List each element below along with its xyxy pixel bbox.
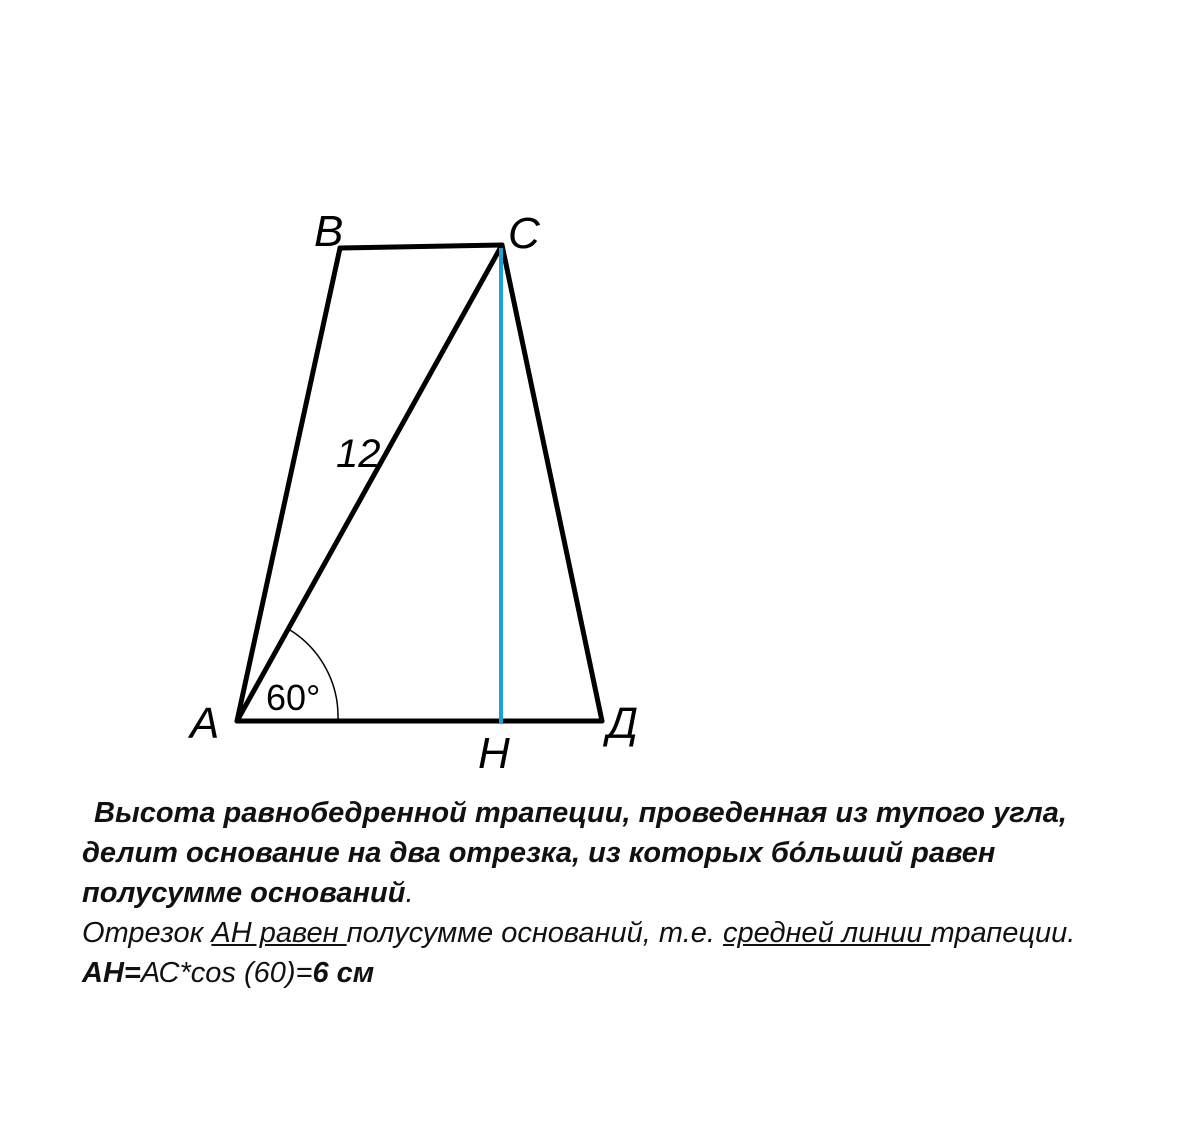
solution-line [82,913,1182,953]
formula-expr: АС*cos (60)= [140,957,313,989]
formula-line [82,953,1182,993]
solution-part-3: полусумме оснований, т.е. [346,917,724,949]
side-ac-length-label: 12 [336,432,381,476]
diagonal-ac [237,245,502,721]
base-bc [340,245,502,248]
side-cd [502,245,602,721]
formula-lhs: АН= [82,957,141,989]
vertex-label-c: С [508,209,540,258]
angle-a-label: 60° [266,677,321,718]
explanation-text [82,793,1182,993]
theorem-line-2: делит основание на два отрезка, из которых бо́льший равен [82,837,996,869]
theorem-line-1: Высота равнобедренной трапеции, проведенная из тупого угла, [94,797,1067,829]
vertex-label-b: В [314,207,344,256]
solution-part-4: средней линии [723,917,931,949]
vertex-label-d: Д [607,699,638,748]
vertex-label-a: А [190,699,220,748]
theorem-line-3-text: полусумме оснований [82,877,406,909]
theorem-line-3-end: . [405,877,414,909]
solution-part-2: АН равен [211,917,347,949]
side-ab [237,248,340,721]
theorem-line-3 [82,873,1182,913]
formula-result: 6 см [312,957,375,989]
solution-part-1: Отрезок [82,917,212,949]
solution-part-5: трапеции. [930,917,1076,949]
vertex-label-h: Н [478,729,510,778]
